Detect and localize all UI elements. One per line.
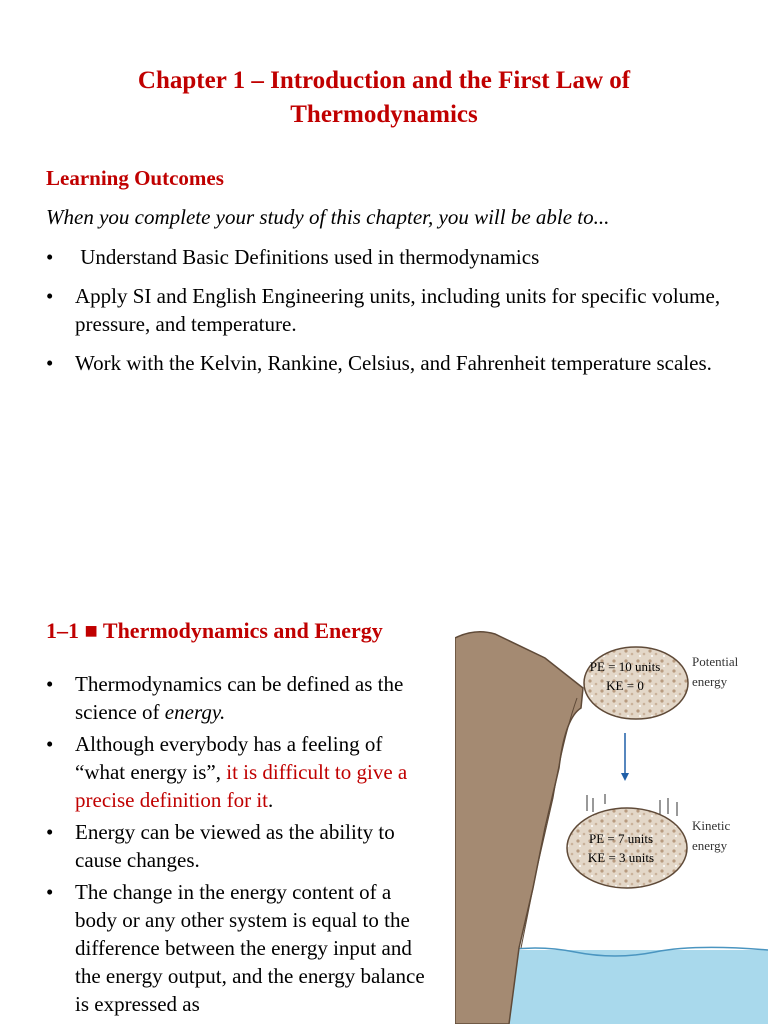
title-line-1: Chapter 1 – Introduction and the First Law of [137, 67, 631, 94]
title-line-2: Thermodynamics [290, 101, 478, 128]
bullet-end: . [268, 788, 274, 812]
falling-rock-figure [455, 628, 768, 1024]
potential-label-2: energy [692, 674, 728, 689]
list-item [46, 670, 426, 726]
outcome-text: Work with the Kelvin, Rankine, Celsius, and Fahrenheit temperature scales. [75, 351, 712, 375]
list-item [46, 243, 736, 271]
bullet-icon: • [46, 820, 54, 844]
list-item [46, 878, 426, 1018]
top-rock-ke: KE = 0 [606, 678, 644, 693]
bullet-italic: energy. [164, 700, 226, 724]
learning-outcomes-heading: Learning Outcomes [46, 166, 224, 190]
bullet-icon: • [46, 284, 54, 308]
bullet-icon: • [46, 672, 54, 696]
section-bullet-list [46, 670, 426, 1022]
bullet-text: Energy can be viewed as the ability to cause changes. [75, 820, 395, 872]
bullet-icon: • [46, 880, 54, 904]
bottom-rock [567, 808, 687, 888]
list-item [46, 349, 736, 377]
potential-label-1: Potential [692, 654, 739, 669]
bottom-rock-pe: PE = 7 units [588, 831, 654, 846]
kinetic-label-1: Kinetic [692, 818, 731, 833]
list-item [46, 282, 736, 338]
bullet-icon: • [46, 245, 54, 269]
list-item [46, 818, 426, 874]
outcome-text: Apply SI and English Engineering units, including units for specific volume, pressure, and temperature. [75, 284, 721, 336]
learning-outcomes-list [46, 243, 736, 388]
bullet-highlight: it is difficult to give a precise definition for it [75, 760, 408, 812]
outcome-text: Understand Basic Definitions used in thermodynamics [75, 245, 540, 269]
bottom-rock-ke: KE = 3 units [587, 850, 655, 865]
learning-outcomes-intro: When you complete your study of this chapter, you will be able to... [46, 205, 610, 229]
bullet-icon: • [46, 351, 54, 375]
top-rock-pe: PE = 10 units [589, 659, 661, 674]
section-heading: 1–1 ■ Thermodynamics and Energy [46, 618, 383, 643]
bullet-text: Thermodynamics can be defined as the science of [75, 672, 404, 724]
list-item [46, 730, 426, 814]
kinetic-label-2: energy [692, 838, 728, 853]
bullet-text: The change in the energy content of a body or any other system is equal to the difference between the energy input and the energy output, and the energy balance is expressed as [75, 880, 425, 1016]
bullet-icon: • [46, 732, 54, 756]
chapter-title [60, 64, 708, 132]
bullet-text: Although everybody has a feeling of “what energy is”, [75, 732, 383, 784]
